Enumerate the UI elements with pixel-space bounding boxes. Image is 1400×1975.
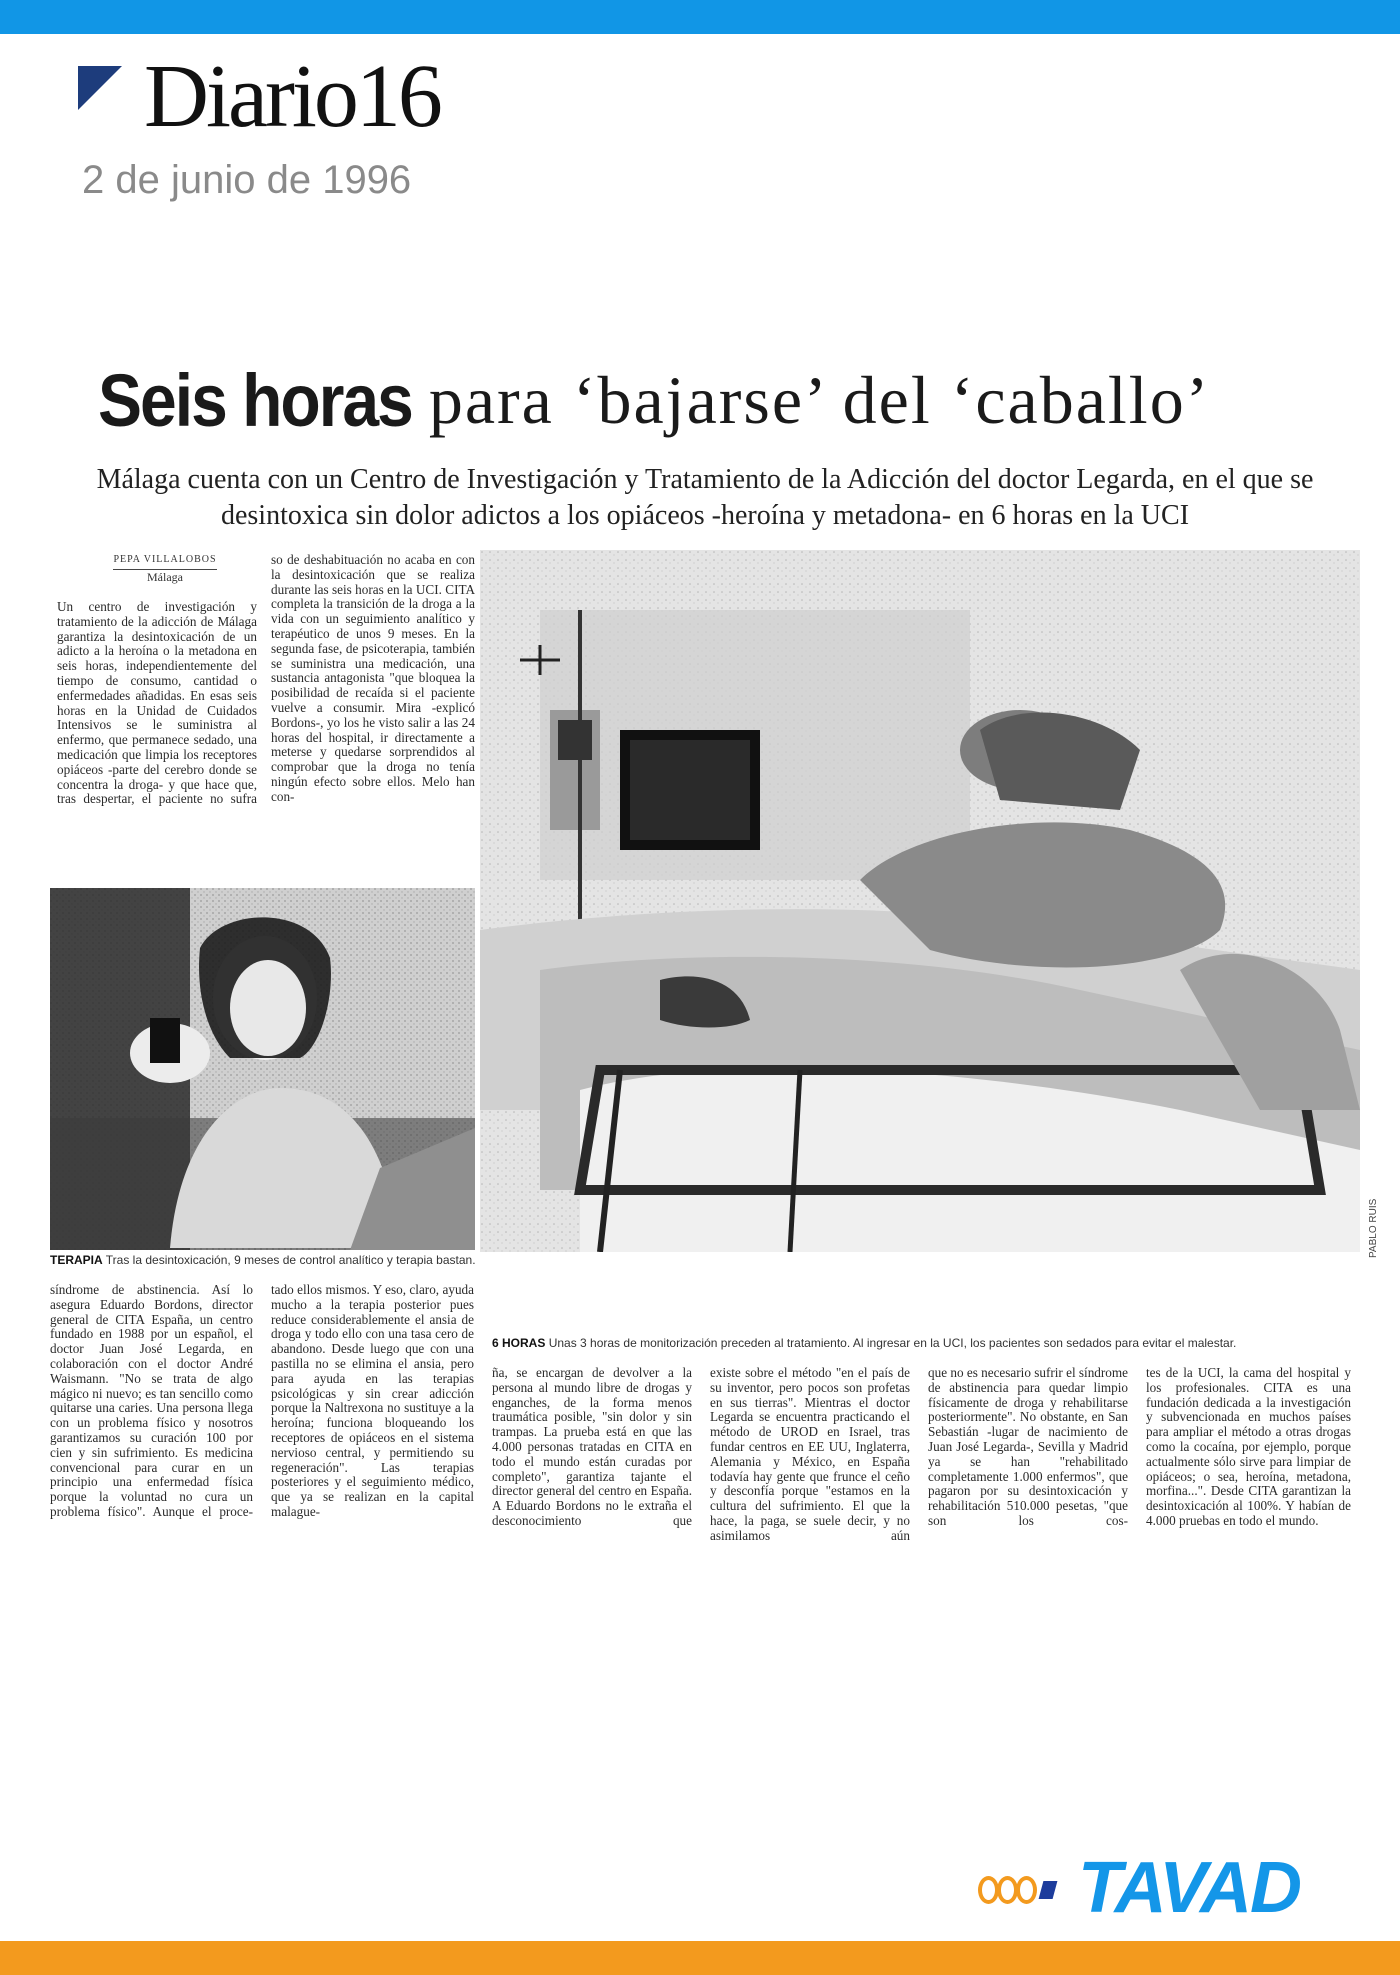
caption-terapia-label: TERAPIA [50, 1253, 103, 1267]
newspaper-masthead [78, 47, 578, 146]
caption-terapia [50, 1253, 476, 1267]
therapy-photo [50, 888, 475, 1250]
article-column-7: que no es necesario sufrir el síndrome de abstinencia para quedar limpio físicamente de droga y rehabilitarse posteriormente". No obstante, en San Sebastián -lugar de nacimiento de Juan José Legarda-, Sevilla y Madrid ya se han "rehabilitado completamente 1.000 enfermos", que pagaron por su desintoxicación y rehabilitación 510.000 pesetas, "que son los cos- [928, 1366, 1128, 1528]
article-headline [98, 360, 1338, 440]
headline-rest: para ‘bajarse’ del ‘caballo’ [428, 362, 1211, 438]
masthead-triangle-icon [78, 66, 122, 110]
article-column-3: síndrome de abstinencia. Así lo asegura Eduardo Bordons, director general de CITA España, un centro fundado en 1988 por un español, el doctor Juan José Legarda, en colaboración con el doctor André Waismann. "No se trata de algo mágico ni nuevo; es tan sencillo como quitarse una caries. Una persona llega con un problema físico y nosotros garantizamos su curación 100 por cien y sin sufrimiento. Es medicina convencional para curar en un principio una enfermedad física porque la voluntad no cura un problema físico". Aunque el proce- [50, 1283, 253, 1519]
tavad-brand-name: TAVAD [1078, 1848, 1300, 1928]
article-subhead: Málaga cuenta con un Centro de Investigación y Tratamiento de la Adicción del doctor Legarda, en el que se desintoxica sin dolor adictos a los opiáceos -heroína y metadona- en 6 horas en la UCI [96, 464, 1314, 531]
caption-6-horas [492, 1336, 1236, 1350]
tavad-logo [978, 1848, 1358, 1928]
byline-author: PEPA VILLALOBOS [113, 554, 217, 565]
headline-bold: Seis horas [98, 358, 412, 442]
article-column-6: existe sobre el método "en el país de su inventor, pero pocos son profetas en sus tierras". Mientras el doctor Legarda se encuentra practicando el método de UROD en Israel, tras fundar centros en EE UU, Inglaterra, Alemania y México, en España todavía hay gente que frunce el ceño y desconfía porque "estamos en la cultura del sufrimiento. El que la hace, la paga, se suele decir, y no asimilamos aún [710, 1366, 910, 1543]
article-column-5: ña, se encargan de devolver a la persona al mundo libre de drogas y enganches, de la forma menos traumática posible, "sin dolor y sin trampas. La prueba está en que las 4.000 personas tratadas en CITA en todo el mundo están curadas por completo", garantiza tajante el director general del centro en España. A Eduardo Bordons no le extraña el desconocimiento que [492, 1366, 692, 1528]
article-column-2: so de deshabituación no acaba en con la desintoxicación que se realiza durante las seis horas en la UCI. CITA completa la transición de la droga a la vida con un seguimiento analítico y terapéutico de unos 9 meses. En la segunda fase, de psicoterapia, también se suministra una medicación, una sustancia antagonista "que bloquea la posibilidad de recaída si el paciente vuelve a consumir. Mira -explicó Bordons-, yo los he visto salir a las 24 horas del hospital, ir directamente a meterse y quedarse sorprendidos al comprobar que la droga no tenía ningún efecto sobre ellos. Melo han con- [271, 553, 475, 804]
photo-credit: PABLO RUIS [1368, 1198, 1379, 1258]
caption-6-horas-label: 6 HORAS [492, 1336, 546, 1350]
bottom-color-bar [0, 1941, 1400, 1975]
byline-place: Málaga [147, 570, 183, 584]
publication-date: 2 de junio de 1996 [82, 158, 412, 202]
article-column-8: tes de la UCI, la cama del hospital y los profesionales. CITA es una fundación dedicada a la investigación y subvencionada en muchos países para ampliar el método a otras drogas como la cocaína, por ejemplo, porque actualmente sólo sirve para limpiar de opiáceos; o sea, heroína, metadona, morfina...". Desde CITA garantizan la desintoxicación al 100%. Y habían de 4.000 pruebas en todo el mundo. [1146, 1366, 1351, 1528]
icu-photo-image [480, 550, 1360, 1252]
article-column-1: Un centro de investigación y tratamiento de la adicción de Málaga garantiza la desintoxicación de un adicto a la heroína o la metadona en seis horas, independientemente del tiempo de consumo, cantidad o enfermedades añadidas. En esas seis horas en la Unidad de Cuidados Intensivos se le suministra al enfermo, que permanece sedado, una medicación que limpia los receptores opiáceos -parte del cerebro donde se concentra la droga- y que hace que, tras despertar, el paciente no sufra [57, 600, 257, 807]
caption-terapia-text: Tras la desintoxicación, 9 meses de control analítico y terapia bastan. [105, 1253, 476, 1267]
icu-photo [480, 550, 1360, 1252]
newspaper-name: Diario16 [144, 47, 440, 146]
article-column-4: tado ellos mismos. Y eso, claro, ayuda mucho a la terapia posterior pues reduce considerablemente el ansia de droga y todo ello con una tasa cero de abandono. Desde luego que con una pastilla no se elimina el ansia, pero para ayuda en las terapias psicológicas y sin crear adicción porque la Naltrexona no sustituye a la heroína; funciona bloqueando los receptores de opiáceos en el sistema nervioso central, y permitiendo su regeneración". Las terapias posteriores y el seguimiento médico, que ya se realizan en la capital malague- [271, 1283, 474, 1519]
therapy-photo-image [50, 888, 475, 1250]
top-color-bar [0, 0, 1400, 34]
tavad-dots-icon [978, 1876, 1055, 1904]
byline [105, 553, 225, 584]
caption-6-horas-text: Unas 3 horas de monitorización preceden al tratamiento. Al ingresar en la UCI, los pacientes son sedados para evitar el malestar. [548, 1336, 1237, 1350]
